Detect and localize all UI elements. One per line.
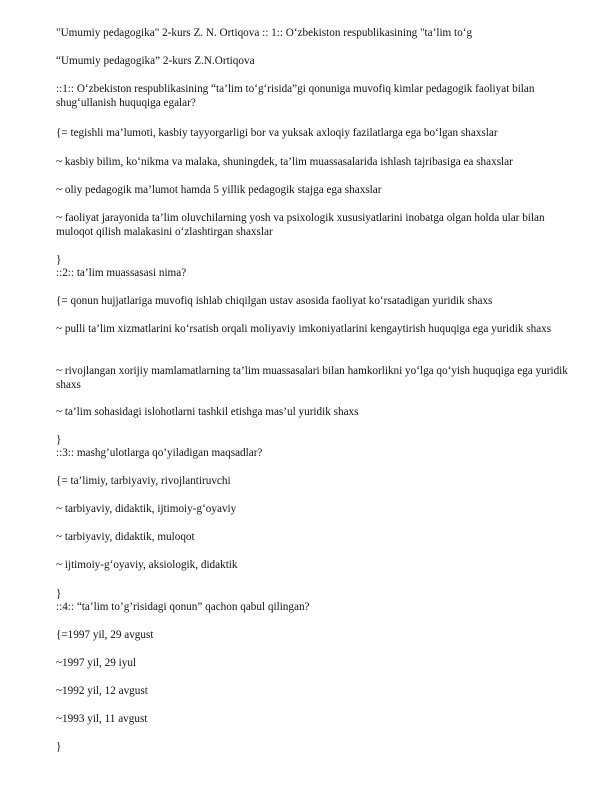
question-3-close: } [56,588,62,600]
question-1-text: ::1:: O‘zbekiston respublikasining “ta’lim to‘g‘risida”gi qonuniga muvofiq kimlar pedagogik faoliyat bilan shug‘ullanish huquqiga egalar? [56,83,535,109]
question-3-option-2: ~ tarbiyaviy, didaktik, ijtimoiy-g‘oyaviy [56,503,237,515]
question-3-option-4: ~ ijtimoiy-g‘oyaviy, aksiologik, didaktik [56,559,238,571]
question-3-correct-answer: {= ta’limiy, tarbiyaviy, rivojlantiruvchi [56,475,231,487]
question-1-correct-answer: {= tegishli ma’lumoti, kasbiy tayyorgarligi bor va yuksak axloqiy fazilatlarga ega bo‘lgan shaxslar [56,127,498,139]
question-1-close: } [56,254,62,266]
question-1-option-3: ~ oliy pedagogik ma’lumot hamda 5 yillik pedagogik stajga ega shaxslar [56,184,382,196]
question-2-option-3: ~ rivojlangan xorijiy mamlamatlarning ta’lim muassasalari bilan hamkorlikni yo‘lga qo‘yish huquqiga ega yuridik shaxs [56,365,568,391]
question-3-option-3: ~ tarbiyaviy, didaktik, muloqot [56,531,195,543]
question-2-correct-answer: {= qonun hujjatlariga muvofiq ishlab chiqilgan ustav asosida faoliyat ko‘rsatadigan yuridik shaxs [56,295,493,307]
question-4-correct-answer: {=1997 yil, 29 avgust [56,629,154,641]
question-4-close: } [56,741,62,753]
question-1-option-4: ~ faoliyat jarayonida ta’lim oluvchilarning yosh va psixologik xususiyatlarini inobatga olgan holda ular bilan muloqot qilish malakasini o‘zlashtirgan shaxslar [56,212,545,238]
question-4-option-3: ~1992 yil, 12 avgust [56,685,148,697]
question-2-close: } [56,434,62,446]
document-subtitle: “Umumiy pedagogika” 2-kurs Z.N.Ortiqova [56,55,255,67]
question-4-option-4: ~1993 yil, 11 avgust [56,713,148,725]
question-4-text: ::4:: “ta’lim to’g’risidagi qonun” qachon qabul qilingan? [56,601,310,613]
question-3-text: ::3:: mashg’ulotlarga qo’yiladigan maqsadlar? [56,447,263,459]
question-2-text: ::2:: ta’lim muassasasi nima? [56,267,187,279]
question-2-option-2: ~ pulli ta’lim xizmatlarini ko‘rsatish orqali moliyaviy imkoniyatlarini kengaytirish huquqiga ega yuridik shaxs [56,323,552,335]
document-header: "Umumiy pedagogika" 2-kurs Z. N. Ortiqova :: 1:: O‘zbekiston respublikasining "ta’lim to‘g [56,27,473,39]
question-2-option-4: ~ ta’lim sohasidagi islohotlarni tashkil etishga mas’ul yuridik shaxs [56,406,359,418]
question-4-option-2: ~1997 yil, 29 iyul [56,657,137,669]
question-1-option-2: ~ kasbiy bilim, ko‘nikma va malaka, shuningdek, ta’lim muassasalarida ishlash tajribasiga ea shaxslar [56,156,513,168]
